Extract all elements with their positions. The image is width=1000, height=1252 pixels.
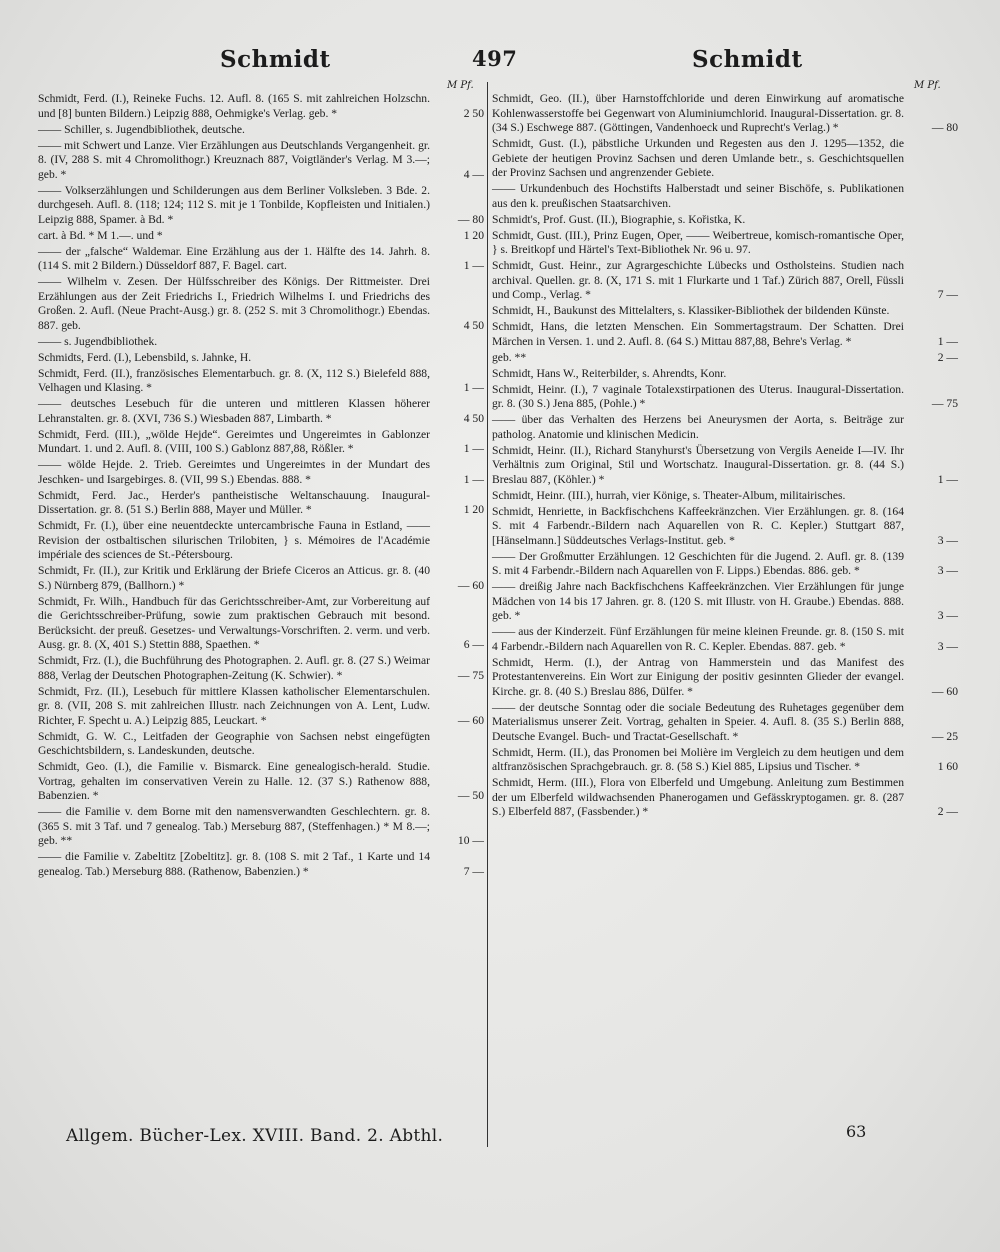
- entry-text: Schmidt, Fr. (II.), zur Kritik und Erklärung der Briefe Ciceros an Atticus. gr. 8. (40 S.) Nürnberg 879, (Ballhorn.) *: [38, 564, 430, 592]
- catalog-entry: [38, 335, 484, 350]
- entry-text: Schmidt, Frz. (II.), Lesebuch für mittlere Klassen katholischer Elementarschulen. gr. 8. (VII, 208 S. mit zahlreichen Illustr. nach Zeichnungen von A. Lent, Ludw. Richter, F. Specht u. A.) Leipzig 885, Leuckart. *: [38, 684, 430, 727]
- entry-text: —— die Familie v. Zabeltitz [Zobeltitz]. gr. 8. (108 S. mit 2 Taf., 1 Karte und 14 genealog. Tab.) Merseburg 888. (Rathenow, Babenzien.) *: [38, 850, 430, 878]
- entry-price: 3 —: [937, 533, 958, 547]
- catalog-entry: [38, 351, 484, 366]
- entry-text: Schmidt, Geo. (II.), über Harnstoffchloride und deren Einwirkung auf aromatische Kohlenwasserstoffe bei Gegenwart von Aluminiumchlorid. Inaugural-Dissertation. gr. 8. (34 S.) Eschwege 887. (Göttingen, Vandenhoeck und Ruprecht's Verlag.) *: [492, 92, 904, 134]
- catalog-entry: [492, 320, 958, 349]
- catalog-entry: [492, 701, 958, 745]
- entry-text: Schmidts, Ferd. (I.), Lebensbild, s. Jahnke, H.: [38, 350, 252, 364]
- entry-price: 1 20: [463, 228, 484, 242]
- catalog-entry: [492, 304, 958, 319]
- catalog-entry: [38, 519, 484, 563]
- entry-text: Schmidt, Geo. (I.), die Familie v. Bismarck. Eine genealogisch-herald. Studie. Vortrag, gehalten im conservativen Verein zu Halle. 12. (37 S.) Rathenow 888, Babenzien. *: [38, 760, 430, 802]
- currency-unit-right: M Pf.: [914, 80, 941, 91]
- running-head-right: Schmidt: [692, 46, 803, 73]
- column-divider: [487, 82, 488, 1147]
- entry-price: 7 —: [937, 288, 958, 301]
- catalog-entry: [492, 550, 958, 579]
- entry-price: 2 —: [937, 350, 958, 364]
- entry-text: Schmidt, Herm. (II.), das Pronomen bei Molière im Vergleich zu dem heutigen und dem altfranzösischen Sprachgebrauch. gr. 8. (58 S.) Kiel 885, Lipsius und Tischer. *: [492, 745, 904, 773]
- catalog-entry: [492, 229, 958, 258]
- entry-price: 1 —: [463, 442, 484, 455]
- catalog-entry: [492, 413, 958, 442]
- entry-text: Schmidt, Heinr. (II.), Richard Stanyhurst's Übersetzung von Vergils Aeneide I—IV. Ihr Verhältnis zum Original, Stil und Wortschatz. Inaugural-Dissertation. gr. 8. (44 S.) Breslau 887, (Köhler.) *: [492, 443, 904, 486]
- entry-price: 3 —: [937, 609, 958, 622]
- entry-price: 4 —: [463, 167, 484, 181]
- entry-text: Schmidt, Gust. (I.), päbstliche Urkunden und Regesten aus den J. 1295—1352, die Gebiete der heutigen Provinz Sachsen und deren Umlande betr., s. Geschichtsquellen der Provinz Sachsen und angrenzender Gebiete.: [492, 137, 904, 179]
- entry-text: Schmidt, Fr. Wilh., Handbuch für das Gerichtsschreiber-Amt, zur Vorbereitung auf die Gerichtsschreiber-Prüfung, sowie zum praktischen Gebrauch mit besond. Berücksicht. der preuß. Gesetzes- und Verwaltungs-Vorschriften. 2. verm. und verb. Ausg. gr. 8. (X, 401 S.) Stettin 888, Spaethen. *: [38, 594, 430, 651]
- entry-text: Schmidt, Gust. (III.), Prinz Eugen, Oper, —— Weibertreue, komisch-romantische Oper, } s. Breitkopf und Härtel's Text-Bibliothek Nr. 96 u. 97.: [492, 228, 904, 256]
- entry-text: Schmidt, Henriette, in Backfischchens Kaffeekränzchen. Vier Erzählungen. gr. 8. (164 S. mit 4 Farbendr.-Bildern nach Aquarellen von R. C. Kepler.) Stuttgart 887, [Hänselmann.] Süddeutsches Verlags-Institut. geb. *: [492, 504, 904, 547]
- entry-text: geb. **: [492, 350, 527, 364]
- entry-text: Schmidt, Herm. (III.), Flora von Elberfeld und Umgebung. Anleitung zum Bestimmen der um Elberfeld wildwachsenden Phanerogamen und Gefässkryptogamen. gr. 8. (287 S.) Elberfeld 887, (Fassbender.) *: [492, 776, 904, 818]
- catalog-entry: [492, 137, 958, 181]
- entry-price: — 60: [931, 684, 958, 698]
- catalog-entry: [492, 213, 958, 228]
- catalog-entry: [492, 351, 958, 366]
- catalog-entry: [492, 92, 958, 136]
- running-head-left: Schmidt: [220, 46, 331, 73]
- catalog-entry: [38, 397, 484, 426]
- entry-text: Schmidt, Heinr. (III.), hurrah, vier Könige, s. Theater-Album, militairisches.: [492, 488, 846, 502]
- entry-price: 2 —: [937, 805, 958, 818]
- entry-price: 6 —: [463, 638, 484, 651]
- entry-price: 3 —: [937, 639, 958, 653]
- catalog-entry: [38, 595, 484, 653]
- catalog-entry: [492, 625, 958, 654]
- footer-signature: Allgem. Bücher-Lex. XVIII. Band. 2. Abthl.: [66, 1126, 444, 1146]
- entry-text: —— Schiller, s. Jugendbibliothek, deutsche.: [38, 122, 245, 136]
- entry-text: Schmidt, Hans, die letzten Menschen. Ein Sommertagstraum. Der Schatten. Drei Märchen in Versen. 1. und 2. Aufl. 8. (64 S.) Mittau 887,88, Behre's Verlag. *: [492, 320, 904, 348]
- catalog-entry: [492, 489, 958, 504]
- entry-price: 4 50: [463, 318, 484, 332]
- entry-price: — 50: [457, 789, 484, 802]
- entry-price: 10 —: [457, 834, 484, 847]
- entry-text: Schmidt's, Prof. Gust. (II.), Biographie, s. Kořistka, K.: [492, 212, 746, 226]
- footer-sheet-number: 63: [846, 1122, 867, 1141]
- catalog-entry: [492, 383, 958, 412]
- entry-text: Schmidt, Ferd. Jac., Herder's pantheistische Weltanschauung. Inaugural-Dissertation. gr. 8. (51 S.) Berlin 888, Mayer und Müller. *: [38, 488, 430, 516]
- entry-price: 2 50: [463, 106, 484, 120]
- entry-text: Schmidt, Fr. (I.), über eine neuentdeckte untercambrische Fauna in Estland, —— Revision der ostbaltischen silurischen Trilobiten, } s. Mémoires de l'Académie impériale des sciences de St.-Pétersbourg.: [38, 519, 430, 561]
- entry-text: Schmidt, Heinr. (I.), 7 vaginale Totalexstirpationen des Uterus. Inaugural-Dissertation. gr. 8. (30 S.) Jena 885, (Pohle.) *: [492, 382, 904, 410]
- entry-text: —— Der Großmutter Erzählungen. 12 Geschichten für die Jugend. 2. Aufl. gr. 8. (139 S. mit 4 Farbendr.-Bildern nach Aquarellen von F. Lipps.) Ebendas. 886. geb. *: [492, 549, 904, 577]
- entry-text: Schmidt, Herm. (I.), der Antrag von Hammerstein und das Manifest des Protestantenvereins. Ein Wort zur Einigung der positiv gesinnten Glieder der evangel. Kirche. gr. 8. (40 S.) Breslau 886, Dülfer. *: [492, 655, 904, 698]
- entry-text: —— Urkundenbuch des Hochstifts Halberstadt und seiner Bischöfe, s. Publikationen aus den k. preußischen Staatsarchiven.: [492, 182, 904, 210]
- entry-text: —— Wilhelm v. Zesen. Der Hülfsschreiber des Königs. Der Rittmeister. Drei Erzählungen aus der Zeit Friedrichs I., Friedrich Wilhelms I. und Friedrichs des Großen. 2. Aufl. (Neue Pracht-Ausg.) gr. 8. (252 S. mit 3 Chromolithogr.) Ebendas. 887. geb.: [38, 275, 430, 332]
- catalog-entry: [38, 805, 484, 849]
- entry-text: —— wölde Hejde. 2. Trieb. Gereimtes und Ungereimtes in der Mundart des Jeschken- und Isargebirges. 8. (VII, 99 S.) Ebendas. 888. *: [38, 458, 430, 486]
- entry-text: Schmidt, Ferd. (III.), „wölde Hejde“. Gereimtes und Ungereimtes in Gablonzer Mundart. 1. und 2. Aufl. 8. (VIII, 100 S.) Gablonz 887,88, Rößler. *: [38, 427, 430, 455]
- entry-price: — 25: [931, 729, 958, 743]
- catalog-entry: [38, 685, 484, 729]
- catalog-entry: [38, 564, 484, 593]
- catalog-entry: [38, 245, 484, 274]
- entry-text: —— s. Jugendbibliothek.: [38, 334, 158, 348]
- entry-text: Schmidt, G. W. C., Leitfaden der Geographie von Sachsen nebst eingefügten Geschichtsbildern, s. Landeskunden, deutsche.: [38, 729, 430, 757]
- entry-text: Schmidt, Hans W., Reiterbilder, s. Ahrendts, Konr.: [492, 366, 727, 380]
- entry-price: 1 —: [463, 472, 484, 486]
- entry-price: — 80: [931, 121, 958, 134]
- entry-price: 1 60: [937, 760, 958, 773]
- entry-text: Schmidt, Gust. Heinr., zur Agrargeschichte Lübecks und Ostholsteins. Studien nach archival. Quellen. gr. 8. (X, 171 S. mit 1 Flurkarte und 1 Taf.) Zürich 887, Orell, Füssli und Comp., Verlag. *: [492, 259, 904, 301]
- catalog-entry: [38, 367, 484, 396]
- entry-text: —— Volkserzählungen und Schilderungen aus dem Berliner Volksleben. 3 Bde. 2. durchgeseh. Aufl. 8. (118; 124; 112 S. mit je 1 Tonbilde, Kopfleisten und Initialen.) Leipzig 888, Spamer. à Bd. *: [38, 183, 430, 226]
- catalog-entry: [492, 444, 958, 488]
- entry-text: —— über das Verhalten des Herzens bei Aneurysmen der Aorta, s. Beiträge zur patholog. Anatomie und klinischen Medicin.: [492, 413, 904, 441]
- catalog-entry: [38, 850, 484, 879]
- entry-text: Schmidt, Frz. (I.), die Buchführung des Photographen. 2. Aufl. gr. 8. (27 S.) Weimar 888, Verlag der Deutschen Photographen-Zeitung (K. Schwier). *: [38, 654, 430, 682]
- entry-text: Schmidt, Ferd. (I.), Reineke Fuchs. 12. Aufl. 8. (165 S. mit zahlreichen Holzschn. und [8] bunten Bildern.) Leipzig 888, Oehmigke's Verlag. geb. *: [38, 92, 430, 120]
- currency-unit-left: M Pf.: [447, 80, 474, 91]
- entry-text: —— der deutsche Sonntag oder die sociale Bedeutung des Ruhetages gegenüber dem Materialismus unserer Zeit. Vortrag, gehalten in Speier. 4. Aufl. 8. (35 S.) Berlin 888, Deutsche Evangel. Buch- und Tractat-Gesellschaft. *: [492, 700, 904, 743]
- catalog-entry: [38, 654, 484, 683]
- catalog-entry: [492, 580, 958, 624]
- catalog-entry: [492, 259, 958, 303]
- catalog-entry: [492, 746, 958, 775]
- catalog-entry: [492, 656, 958, 700]
- entry-text: —— dreißig Jahre nach Backfischchens Kaffeekränzchen. Vier Erzählungen für junge Mädchen von 14 bis 17 Jahren. gr. 8. (120 S. mit Illustr. von H. Graube.) Ebendas. 888. geb. *: [492, 580, 904, 622]
- catalog-entry: [38, 730, 484, 759]
- entry-text: —— die Familie v. dem Borne mit den namensverwandten Geschlechtern. gr. 8. (365 S. mit 3 Taf. und 7 genealog. Tab.) Merseburg 887, (Steffenhagen.) * M 8.—; geb. **: [38, 805, 430, 847]
- entry-price: 7 —: [463, 864, 484, 878]
- entry-price: — 75: [457, 668, 484, 682]
- catalog-entry: [38, 428, 484, 457]
- entry-text: Schmidt, Ferd. (II.), französisches Elementarbuch. gr. 8. (X, 112 S.) Bielefeld 888, Velhagen und Klasing. *: [38, 366, 430, 394]
- left-column: [38, 92, 484, 881]
- entry-price: — 75: [931, 397, 958, 410]
- catalog-entry: [38, 92, 484, 121]
- entry-price: 1 20: [463, 503, 484, 516]
- entry-text: —— deutsches Lesebuch für die unteren und mittleren Klassen höherer Lehranstalten. gr. 8. (XVI, 736 S.) Wiesbaden 887, Limbarth. *: [38, 397, 430, 425]
- entry-price: — 60: [457, 578, 484, 592]
- catalog-entry: [38, 123, 484, 138]
- catalog-entry: [492, 182, 958, 211]
- page-number: 497: [472, 46, 518, 71]
- entry-price: — 60: [457, 713, 484, 727]
- entry-price: 4 50: [463, 411, 484, 425]
- catalog-entry: [38, 458, 484, 487]
- right-column: [492, 92, 958, 821]
- entry-price: 1 —: [937, 334, 958, 348]
- entry-text: Schmidt, H., Baukunst des Mittelalters, s. Klassiker-Bibliothek der bildenden Künste.: [492, 304, 890, 317]
- catalog-entry: [492, 367, 958, 382]
- catalog-entry: [492, 776, 958, 820]
- entry-price: 1 —: [463, 381, 484, 394]
- entry-text: —— der „falsche“ Waldemar. Eine Erzählung aus der 1. Hälfte des 14. Jahrh. 8. (114 S. mit 2 Bildern.) Düsseldorf 887, F. Bagel. cart.: [38, 244, 430, 272]
- catalog-entry: [38, 139, 484, 183]
- entry-text: —— aus der Kinderzeit. Fünf Erzählungen für meine kleinen Freunde. gr. 8. (150 S. mit 4 Farbendr.-Bildern nach Aquarellen von R. C. Kepler. Ebendas. 887. geb. *: [492, 625, 904, 653]
- entry-text: —— mit Schwert und Lanze. Vier Erzählungen aus Deutschlands Vergangenheit. gr. 8. (IV, 288 S. mit 4 Chromolithogr.) Kreuznach 887, Voigtländer's Verlag. M 3.—; geb. *: [38, 138, 430, 181]
- entry-price: 1 —: [463, 259, 484, 272]
- entry-price: 1 —: [937, 472, 958, 486]
- entry-price: — 80: [457, 212, 484, 226]
- catalog-entry: [38, 275, 484, 333]
- catalog-entry: [38, 229, 484, 244]
- entry-text: cart. à Bd. * M 1.—. und *: [38, 228, 163, 242]
- entry-price: 3 —: [937, 564, 958, 577]
- catalog-entry: [492, 505, 958, 549]
- catalog-entry: [38, 184, 484, 228]
- catalog-entry: [38, 489, 484, 518]
- catalog-entry: [38, 760, 484, 804]
